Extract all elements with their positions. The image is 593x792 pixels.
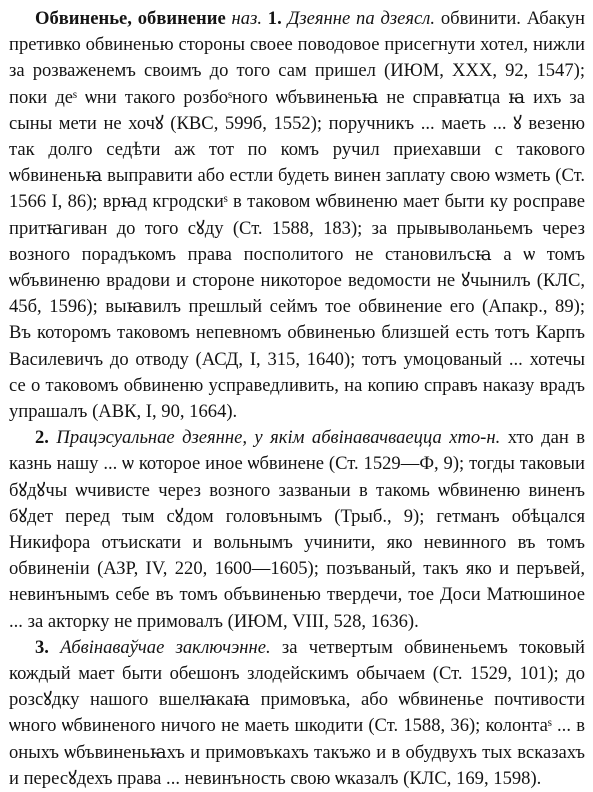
sense-1-text: обвинити. Абакун претивко обвиненью стороны своее поводовое присегнути хотел, нижли за розваженемъ своимъ до того сам пришел (ИЮМ, XXX, 92, 1547); поки деˢ ѡни такого розбоˢного ѡбъвиненьꙗ не справꙗтца ꙗ ихъ за сыны мети не хочꙋ (КВС, 599б, 1552); поручникъ ... маеть ... ꙋ везеню так долго седѣти аж тот по комъ ручил приехавши с такового ѡбвиненьꙗ выправити або естли будеть винен заплату свою ѡзметь (Ст. 1566 I, 86); врꙗд кгродскиˢ в таковом ѡбвиненю мает быти ку росправе притꙗгиван до того сꙋду (Ст. 1588, 183); за прывыволаньемъ через возного порадъкомъ права посполитого не становилъсꙗ а ѡ томъ ѡбъвиненю врадови и стороне никоторое ведомости не ꙋчынилъ (КЛС, 45б, 1596); выꙗвилъ прешлый сеймъ тое обвинение его (Апакр., 89); Въ которомъ таковомъ непевномъ обвиненью близшей есть тотъ Карпъ Василевичъ до отводу (АСД, I, 315, 1640); тотъ умоцованый ... хотечы се о таковомъ обвиненю усправедливить, на копию справъ наказу врадъ упрашалъ (АВК, I, 90, 1664). xyxy=(9,8,585,423)
sense-3-text: за четвертым обвиненьемъ токовый кождый мает быти обешонъ злодейскимъ обычаем (Ст. 1529, 101); до розсꙋдку нашого вшелꙗкаꙗ примовъка, або ѡбвиненье почтивости ѡного ѡбвиненого ничого не маеть шкодити (Ст. 1588, 36); колонтаˢ ... в оныхъ ѡбъвиненьꙗхъ и примовъкахъ такъжо и в обудвухъ тых всказахъ и пересꙋдехъ права ... невинъность свою ѡказалъ (КЛС, 169, 1598). xyxy=(9,636,585,789)
sense-3-gloss: Абвінаваўчае заключэнне. xyxy=(60,636,271,658)
grammar-label: наз. xyxy=(231,8,262,29)
sense-2-paragraph xyxy=(9,425,585,635)
headword: Обвиненье, обвинение xyxy=(35,8,226,29)
sense-1-number: 1. xyxy=(267,8,282,29)
sense-1-paragraph xyxy=(9,6,585,425)
sense-1-gloss: Дзеянне па дзеясл. xyxy=(287,8,436,29)
sense-3-number: 3. xyxy=(35,636,49,658)
sense-2-gloss: Працэсуальнае дзеянне, у якім абвінавачваецца хто-н. xyxy=(56,427,501,449)
sense-2-number: 2. xyxy=(35,427,49,449)
sense-2-text: хто дан в казнь нашу ... ѡ которое иное ѡбвинене (Ст. 1529—Ф, 9); тогды таковыи бꙋдꙋчы ѡчивисте через возного зазваныи в такомь ѡбвиненю виненъ бꙋдет перед тым сꙋдом головънымъ (Трыб., 9); гетманъ обѣцался Никифора отъискати и вольнымъ учинити, яко невинного въ томъ обвиненіи (АЗР, IV, 220, 1600—1605); позъваный, такъ яко и перъвей, невинънымъ себе въ томъ объвиненью твердечи, тое Доси Матюшиное ... за акторку не примовалъ (ИЮМ, VIII, 528, 1636). xyxy=(9,427,586,632)
sense-3-paragraph xyxy=(9,635,585,792)
